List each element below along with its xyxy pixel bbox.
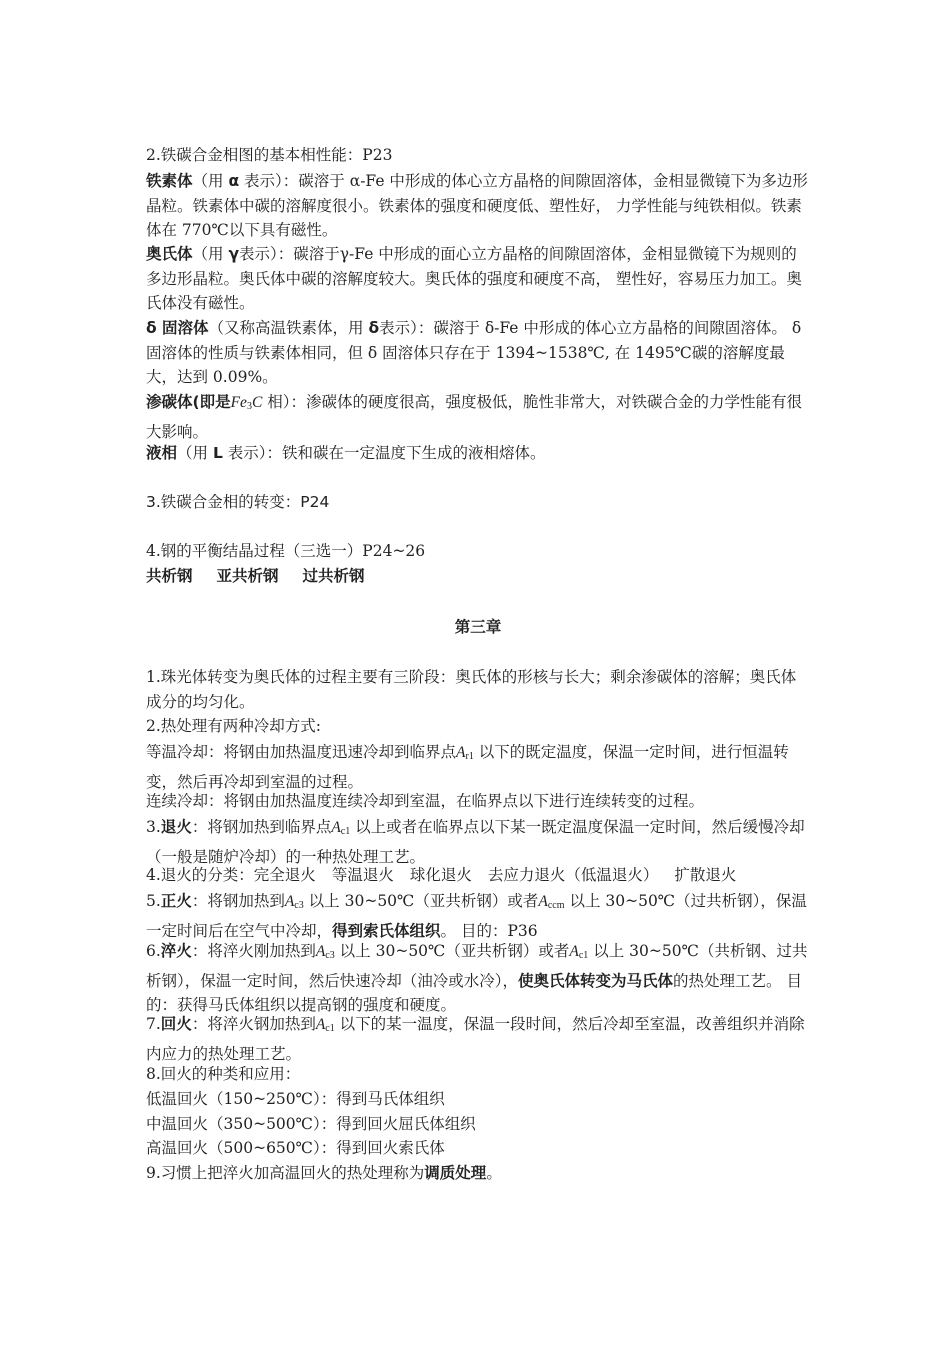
cementite-term: 渗碳体(即是 (146, 393, 231, 411)
tempering-medium: 中温回火（350~500℃）：得到回火屈氏体组织 (146, 1115, 476, 1133)
steel-types (146, 564, 810, 589)
steel-hypoeutectoid: 亚共析钢 (216, 567, 279, 585)
item-7-tempering: 7.回火：将淬火钢加热到$A_{c1}$ 以下的某一温度，保温一段时间，然后冷却至室温，改善组织并消除内应力的热处理工艺。 (146, 1015, 805, 1063)
steel-eutectoid: 共析钢 (146, 567, 193, 585)
section-3-heading: 3.铁碳合金相的转变：P24 (146, 493, 330, 511)
continuous-cooling: 连续冷却：将钢由加热温度连续冷却到室温，在临界点以下进行连续转变的过程。 (146, 792, 705, 810)
cementite-paragraph: 渗碳体(即是$Fe_3C$ 相）：渗碳体的硬度很高，强度极低，脆性非常大，对铁碳合金的力学性能有很大影响。 (146, 393, 802, 441)
austenite-term: 奥氏体 (146, 245, 193, 263)
item-6-quenching: 6.淬火：将淬火刚加热到$A_{c3}$ 以上 30~50℃（亚共析钢）或者$A_{c1}$ 以上 30~50℃（共析钢、过共析钢），保温一定时间，然后快速冷却（油冷或水冷），使奥氏体转变为马氏体的热处理工艺。 目的：获得马氏体组织以提高钢的强度和硬度。 (146, 942, 808, 1014)
cementite-formula: $Fe_3C$ (230, 394, 263, 412)
tempering-low: 低温回火（150~250℃）：得到马氏体组织 (146, 1090, 445, 1108)
ferrite-term: 铁素体 (146, 172, 193, 190)
isothermal-cooling: 等温冷却：将钢由加热温度迅速冷却到临界点$A_{r1}$ 以下的既定温度，保温一定时间，进行恒温转变，然后再冷却到室温的过程。 (146, 743, 789, 791)
item-3-annealing: 3.退火：将钢加热到临界点$A_{c1}$ 以上或者在临界点以下某一既定温度保温一定时间，然后缓慢冷却（一般是随炉冷却）的一种热处理工艺。 (146, 818, 805, 866)
item-4-annealing-types: 4.退火的分类：完全退火 等温退火 球化退火 去应力退火（低温退火） 扩散退火 (146, 866, 737, 884)
delta-term: δ 固溶体 (146, 319, 209, 337)
item-9: 9.习惯上把淬火加高温回火的热处理称为调质处理。 (146, 1164, 502, 1182)
section-2-heading: 2.铁碳合金相图的基本相性能：P23 (146, 146, 393, 164)
ferrite-paragraph: 铁素体（用 α 表示）：碳溶于 α-Fe 中形成的体心立方晶格的间隙固溶体，金相显微镜下为多边形晶粒。铁素体中碳的溶解度很小。铁素体的强度和硬度低、塑性好， 力学性能与纯铁相似。铁素体在 770℃以下具有磁性。 (146, 172, 808, 239)
ar1-symbol: $A_{r1}$ (456, 744, 474, 762)
austenite-paragraph: 奥氏体（用 γ表示）：碳溶于γ-Fe 中形成的面心立方晶格的间隙固溶体，金相显微镜下为规则的多边形晶粒。奥氏体中碳的溶解度较大。奥氏体的强度和硬度不高， 塑性好，容易压力加工。奥氏体没有磁性。 (146, 245, 802, 312)
liquid-term: 液相 (146, 444, 178, 462)
section-4-heading: 4.钢的平衡结晶过程（三选一）P24~26 (146, 542, 426, 560)
chapter-title: 第三章 (454, 618, 502, 636)
tempering-high: 高温回火（500~650℃）：得到回火索氏体 (146, 1139, 445, 1157)
liquid-paragraph: 液相（用 L 表示）：铁和碳在一定温度下生成的液相熔体。 (146, 444, 546, 462)
item-1: 1.珠光体转变为奥氏体的过程主要有三阶段：奥氏体的形核与长大；剩余渗碳体的溶解；奥氏体成分的均匀化。 (146, 668, 797, 711)
steel-hypereutectoid: 过共析钢 (302, 567, 365, 585)
item-5-normalizing: 5.正火：将钢加热到$A_{c3}$ 以上 30~50℃（亚共析钢）或者$A_{ccm}$ 以上 30~50℃（过共析钢），保温一定时间后在空气中冷却，得到索氏体组织。 目的：P36 (146, 892, 807, 940)
item-8-heading: 8.回火的种类和应用： (146, 1065, 301, 1083)
item-2-heading: 2.热处理有两种冷却方式: (146, 717, 322, 735)
delta-paragraph: δ 固溶体（又称高温铁素体，用 δ表示）：碳溶于 δ-Fe 中形成的体心立方晶格的间隙固溶体。 δ 固溶体的性质与铁素体相同，但 δ 固溶体只存在于 1394~1538℃, 在 1495℃碳的溶解度最大，达到 0.09%。 (146, 319, 802, 386)
